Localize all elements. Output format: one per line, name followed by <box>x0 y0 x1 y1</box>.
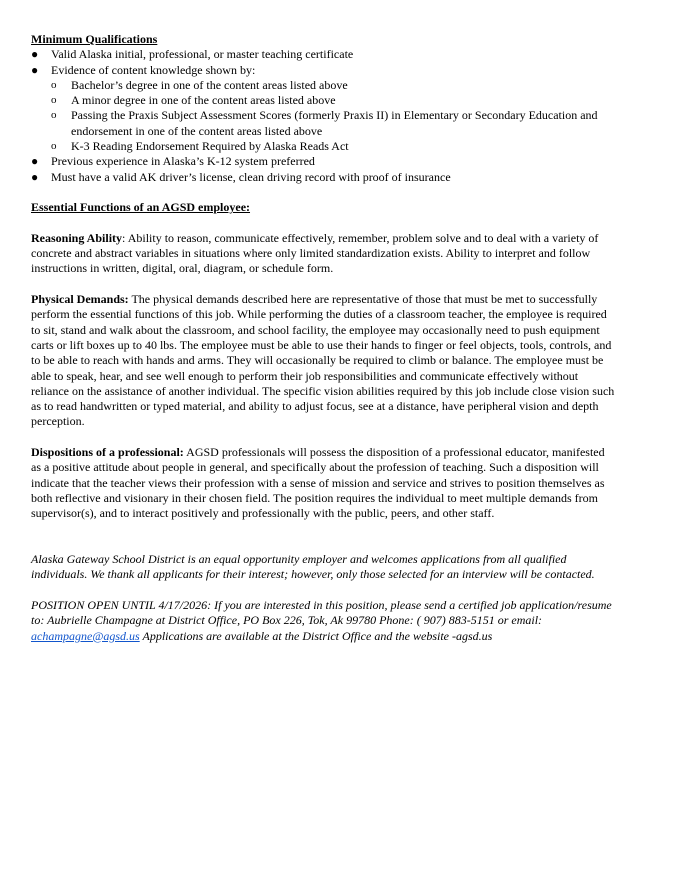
circle-bullet-icon: o <box>51 140 57 153</box>
qualifications-list <box>31 47 615 185</box>
position-open-text: POSITION OPEN UNTIL 4/17/2026: If you are interested in this position, please send a certified job application/resume to: Aubrielle Champagne at District Office, PO Box 226, Tok, Ak 99780 Phone: ( 907) 883-5151 or email: <box>31 597 612 628</box>
reasoning-ability-label: Reasoning Ability <box>31 230 123 245</box>
list-item <box>31 78 615 93</box>
min-qualifications-heading: Minimum Qualifications <box>31 32 158 46</box>
dispositions-paragraph <box>31 445 615 521</box>
circle-bullet-icon: o <box>51 78 57 91</box>
reasoning-ability-paragraph <box>31 231 615 277</box>
sub-item-text: Passing the Praxis Subject Assessment Scores (formerly Praxis II) in Elementary or Secondary Education and endorsement in one of the content areas listed above <box>71 108 598 138</box>
document-page <box>31 32 615 644</box>
bullet-icon: ● <box>31 169 39 184</box>
equal-opportunity-statement: Alaska Gateway School District is an equal opportunity employer and welcomes applications from all qualified individuals. We thank all applicants for their interest; however, only those selected for an interview will be contacted. <box>31 552 595 582</box>
list-item <box>31 170 615 185</box>
sub-item-text: K-3 Reading Endorsement Required by Alaska Reads Act <box>71 139 349 154</box>
list-item <box>31 108 615 139</box>
circle-bullet-icon: o <box>51 94 57 107</box>
bullet-icon: ● <box>31 47 39 62</box>
qualification-text: Valid Alaska initial, professional, or master teaching certificate <box>51 47 354 62</box>
physical-demands-label: Physical Demands: <box>31 292 129 307</box>
essential-functions-heading: Essential Functions of an AGSD employee: <box>31 200 251 215</box>
qualification-text: Must have a valid AK driver’s license, clean driving record with proof of insurance <box>51 169 451 184</box>
circle-bullet-icon: o <box>51 109 57 122</box>
qualification-text: Evidence of content knowledge shown by: <box>51 62 256 77</box>
list-item <box>31 139 615 154</box>
list-item <box>31 93 615 108</box>
physical-demands-paragraph <box>31 292 615 430</box>
sub-item-text: A minor degree in one of the content areas listed above <box>71 93 336 108</box>
qualification-text: Previous experience in Alaska’s K-12 system preferred <box>51 154 315 169</box>
content-knowledge-sublist <box>31 78 615 154</box>
reasoning-ability-text: : Ability to reason, communicate effectively, remember, problem solve and to deal with a variety of concrete and abstract variables in situations where only limited standardization exists. Ability to interpret and follow instructions in written, digital, oral, diagram, or schedule form. <box>31 230 599 276</box>
email-link[interactable]: achampagne@agsd.us <box>31 628 140 643</box>
bullet-icon: ● <box>31 62 39 77</box>
list-item <box>31 63 615 155</box>
dispositions-text: AGSD professionals will possess the disposition of a professional educator, manifested as a positive attitude about people in general, and specifically about the profession of teaching. Such a disposition will indicate that the teacher views their profession with a sense of mission and service and strives to position themselves as both reflective and visionary in their chosen field. The position requires the individual to meet multiple demands from supervisor(s), and to interact positively and professionally with the public, peers, and other staff. <box>31 445 605 521</box>
dispositions-label: Dispositions of a professional: <box>31 445 184 460</box>
sub-item-text: Bachelor’s degree in one of the content areas listed above <box>71 77 348 92</box>
list-item <box>31 154 615 169</box>
list-item <box>31 47 615 62</box>
applications-available-text: Applications are available at the District Office and the website -agsd.us <box>139 628 493 643</box>
position-open-paragraph <box>31 598 615 644</box>
physical-demands-text: The physical demands described here are representative of those that must be met to successfully perform the essential functions of this job. While performing the duties of a classroom teacher, the employee is required to sit, stand and walk about the classroom, and school facility, the employee may occasionally need to push equipment carts or lift boxes up to 40 lbs. The employee must be able to use their hands to finger or feel objects, tools, controls, and to be able to reach with hands and arms. They will occasionally be required to climb or balance. The employee must be able to speak, hear, and see well enough to perform their job responsibilities and communicate effectively without reliance on the assistance of another individual. The specific vision abilities required by this job include close vision such as to read handwritten or typed material, and ability to adjust focus, see at a distance, have peripheral vision and depth perception. <box>31 292 615 429</box>
bullet-icon: ● <box>31 154 39 169</box>
